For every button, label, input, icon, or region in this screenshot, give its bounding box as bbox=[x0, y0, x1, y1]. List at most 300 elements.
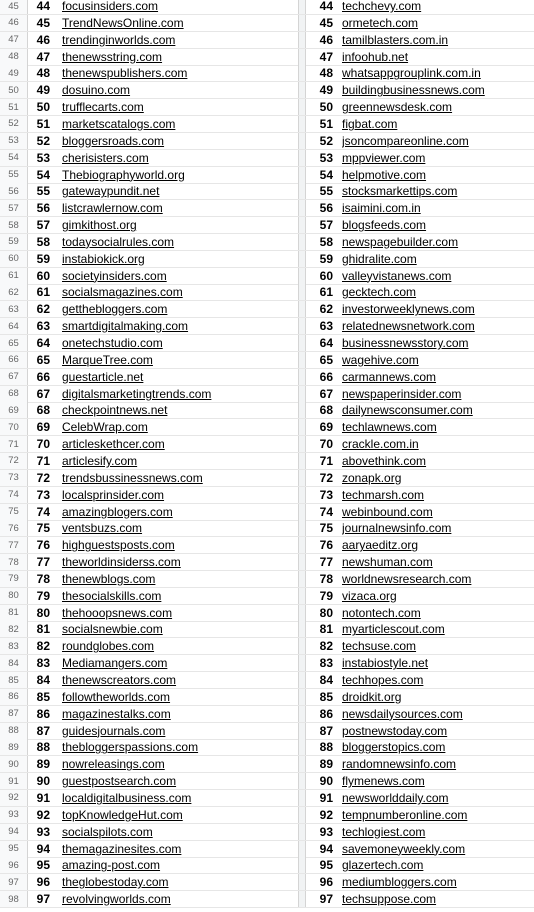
right-site-link[interactable]: myarticlescout.com bbox=[342, 622, 445, 637]
right-index-cell[interactable]: 71 bbox=[319, 453, 333, 468]
left-site-link[interactable]: TrendNewsOnline.com bbox=[62, 15, 184, 30]
left-site-link[interactable]: guidesjournals.com bbox=[62, 723, 166, 738]
row-number-header[interactable]: 79 bbox=[0, 571, 28, 587]
left-index-cell[interactable]: 72 bbox=[36, 470, 50, 485]
right-site-link[interactable]: gecktech.com bbox=[342, 285, 417, 300]
left-index-cell[interactable]: 57 bbox=[36, 218, 50, 233]
left-index-cell[interactable]: 66 bbox=[36, 369, 50, 384]
left-site-link[interactable]: amazing-post.com bbox=[62, 858, 161, 873]
row-number-header[interactable]: 77 bbox=[0, 537, 28, 553]
right-site-link[interactable]: postnewstoday.com bbox=[342, 723, 448, 738]
left-index-cell[interactable]: 86 bbox=[36, 706, 50, 721]
left-index-cell[interactable]: 92 bbox=[36, 807, 50, 822]
right-index-cell[interactable]: 49 bbox=[319, 83, 333, 98]
right-index-cell[interactable]: 66 bbox=[319, 369, 333, 384]
row-number-header[interactable]: 64 bbox=[0, 318, 28, 334]
right-site-link[interactable]: techlogiest.com bbox=[342, 824, 426, 839]
right-index-cell[interactable]: 95 bbox=[319, 858, 333, 873]
left-site-link[interactable]: dosuino.com bbox=[62, 83, 131, 98]
row-number-header[interactable]: 45 bbox=[0, 0, 28, 14]
right-index-cell[interactable]: 45 bbox=[319, 15, 333, 30]
right-site-link[interactable]: wagehive.com bbox=[342, 352, 419, 367]
left-index-cell[interactable]: 60 bbox=[36, 268, 50, 283]
right-site-link[interactable]: zonapk.org bbox=[342, 470, 402, 485]
right-site-link[interactable]: ghidralite.com bbox=[342, 251, 417, 266]
left-site-link[interactable]: amazingblogers.com bbox=[62, 504, 173, 519]
left-site-link[interactable]: gimkithost.org bbox=[62, 218, 137, 233]
right-index-cell[interactable]: 55 bbox=[319, 184, 333, 199]
left-site-link[interactable]: nowreleasings.com bbox=[62, 757, 165, 772]
right-site-link[interactable]: newsworlddaily.com bbox=[342, 790, 449, 805]
column-divider bbox=[298, 891, 306, 907]
left-index-cell[interactable]: 68 bbox=[36, 403, 50, 418]
column-divider bbox=[298, 268, 306, 284]
right-site-link[interactable]: businessnewsstory.com bbox=[342, 336, 469, 350]
left-site-link[interactable]: thenewsstring.com bbox=[62, 49, 163, 64]
row-number-header[interactable]: 72 bbox=[0, 453, 28, 469]
left-index-cell[interactable]: 71 bbox=[36, 453, 50, 468]
left-index-cell[interactable]: 97 bbox=[36, 892, 50, 907]
right-site-link[interactable]: instabiostyle.net bbox=[342, 656, 429, 671]
left-index-cell[interactable]: 70 bbox=[36, 437, 50, 452]
row-number-header[interactable]: 93 bbox=[0, 807, 28, 823]
right-index-cell[interactable]: 75 bbox=[319, 521, 333, 536]
left-index-cell[interactable]: 89 bbox=[36, 757, 50, 772]
left-site-link[interactable]: highguestsposts.com bbox=[62, 538, 175, 553]
left-site-link[interactable]: thebloggerspassions.com bbox=[62, 740, 199, 755]
left-index-cell[interactable]: 83 bbox=[36, 656, 50, 671]
left-index-cell[interactable]: 79 bbox=[36, 588, 50, 603]
right-site-link[interactable]: abovethink.com bbox=[342, 453, 427, 468]
row-number-header[interactable]: 82 bbox=[0, 621, 28, 637]
row-number-header[interactable]: 59 bbox=[0, 234, 28, 250]
left-site-link[interactable]: trendinginworlds.com bbox=[62, 32, 176, 47]
left-index-cell[interactable]: 49 bbox=[36, 83, 50, 98]
table-row bbox=[0, 49, 534, 66]
row-number-header[interactable]: 71 bbox=[0, 436, 28, 452]
row-number-header[interactable]: 76 bbox=[0, 520, 28, 536]
right-index-cell[interactable]: 88 bbox=[319, 740, 333, 755]
left-site-link[interactable]: getthebloggers.com bbox=[62, 302, 168, 317]
right-site-link[interactable]: ormetech.com bbox=[342, 15, 419, 30]
right-site-link[interactable]: glazertech.com bbox=[342, 858, 424, 873]
right-index-cell[interactable]: 51 bbox=[319, 116, 333, 131]
right-index-cell[interactable]: 62 bbox=[319, 302, 333, 317]
row-number-header[interactable]: 69 bbox=[0, 402, 28, 418]
right-index-cell[interactable]: 54 bbox=[319, 167, 333, 182]
table-row bbox=[0, 790, 534, 807]
left-index-cell[interactable]: 69 bbox=[36, 420, 50, 435]
left-site-link[interactable]: bloggersroads.com bbox=[62, 133, 165, 148]
right-index-cell[interactable]: 90 bbox=[319, 774, 333, 789]
right-site-link[interactable]: newspagebuilder.com bbox=[342, 234, 459, 249]
right-index-cell[interactable]: 78 bbox=[319, 571, 333, 586]
column-divider bbox=[298, 554, 306, 570]
row-number-header[interactable]: 67 bbox=[0, 369, 28, 385]
right-site-link[interactable]: techchevy.com bbox=[342, 0, 422, 13]
left-site-link[interactable]: theglobestoday.com bbox=[62, 875, 169, 890]
row-number-header[interactable]: 94 bbox=[0, 824, 28, 840]
right-site-link[interactable]: techsuppose.com bbox=[342, 892, 437, 907]
left-site-link[interactable]: followtheworlds.com bbox=[62, 689, 171, 704]
right-index-cell[interactable]: 68 bbox=[319, 403, 333, 418]
right-site-link[interactable]: randomnewsinfo.com bbox=[342, 757, 457, 772]
right-site-link[interactable]: buildingbusinessnews.com bbox=[342, 83, 485, 98]
table-row bbox=[0, 369, 534, 386]
right-index-cell[interactable]: 87 bbox=[319, 723, 333, 738]
right-index-cell[interactable]: 46 bbox=[319, 32, 333, 47]
column-divider bbox=[298, 234, 306, 250]
right-index-cell[interactable]: 77 bbox=[319, 555, 333, 570]
left-index-cell[interactable]: 54 bbox=[36, 167, 50, 182]
right-site-link[interactable]: crackle.com.in bbox=[342, 437, 419, 452]
left-index-cell[interactable]: 55 bbox=[36, 184, 50, 199]
right-index-cell[interactable]: 56 bbox=[319, 201, 333, 216]
right-site-link[interactable]: jsoncompareonline.com bbox=[342, 133, 469, 148]
left-index-cell[interactable]: 59 bbox=[36, 251, 50, 266]
row-number-header[interactable]: 50 bbox=[0, 82, 28, 98]
left-site-link[interactable]: topKnowledgeHut.com bbox=[62, 807, 183, 822]
column-divider bbox=[298, 773, 306, 789]
row-number-header[interactable]: 51 bbox=[0, 99, 28, 115]
right-site-link[interactable]: infoohub.net bbox=[342, 49, 409, 64]
left-site-link[interactable]: instabiokick.org bbox=[62, 251, 145, 266]
row-number-header[interactable]: 87 bbox=[0, 706, 28, 722]
left-site-link[interactable]: MarqueTree.com bbox=[62, 352, 153, 367]
left-index-cell[interactable]: 62 bbox=[36, 302, 50, 317]
left-site-link[interactable]: socialspilots.com bbox=[62, 824, 153, 839]
left-index-cell[interactable]: 73 bbox=[36, 487, 50, 502]
right-index-cell[interactable]: 60 bbox=[319, 268, 333, 283]
right-site-link[interactable]: valleyvistanews.com bbox=[342, 268, 452, 283]
left-site-link[interactable]: thehooopsnews.com bbox=[62, 605, 173, 620]
column-divider bbox=[298, 32, 306, 48]
left-index-cell[interactable]: 82 bbox=[36, 639, 50, 654]
row-number-header[interactable]: 83 bbox=[0, 638, 28, 654]
column-divider bbox=[298, 790, 306, 806]
right-index-cell[interactable]: 67 bbox=[319, 386, 333, 401]
table-row bbox=[0, 857, 534, 874]
right-index-cell[interactable]: 65 bbox=[319, 352, 333, 367]
right-site-link[interactable]: newsdailysources.com bbox=[342, 706, 463, 721]
row-number-header[interactable]: 53 bbox=[0, 133, 28, 149]
left-site-link[interactable]: theworldinsiderss.com bbox=[62, 555, 181, 570]
row-number-header[interactable]: 54 bbox=[0, 150, 28, 166]
left-site-link[interactable]: checkpointnews.net bbox=[62, 403, 168, 418]
left-index-cell[interactable]: 53 bbox=[36, 150, 50, 165]
right-site-link[interactable]: bloggerstopics.com bbox=[342, 740, 446, 755]
left-site-link[interactable]: localdigitalbusiness.com bbox=[62, 790, 192, 805]
right-index-cell[interactable]: 89 bbox=[319, 757, 333, 772]
row-number-header[interactable]: 49 bbox=[0, 65, 28, 81]
row-number-header[interactable]: 91 bbox=[0, 773, 28, 789]
right-site-link[interactable]: flymenews.com bbox=[342, 774, 425, 789]
left-index-cell[interactable]: 56 bbox=[36, 201, 50, 216]
right-index-cell[interactable]: 79 bbox=[319, 588, 333, 603]
right-index-cell[interactable]: 53 bbox=[319, 150, 333, 165]
left-index-cell[interactable]: 78 bbox=[36, 571, 50, 586]
right-site-link[interactable]: dailynewsconsumer.com bbox=[342, 403, 473, 418]
row-number-header[interactable]: 90 bbox=[0, 756, 28, 772]
left-site-link[interactable]: thenewscreators.com bbox=[62, 673, 177, 687]
row-number-header[interactable]: 70 bbox=[0, 419, 28, 435]
row-number-header[interactable]: 68 bbox=[0, 386, 28, 402]
left-site-link[interactable]: ventsbuzs.com bbox=[62, 521, 143, 536]
right-index-cell[interactable]: 81 bbox=[319, 622, 333, 637]
right-site-link[interactable]: notontech.com bbox=[342, 605, 421, 620]
row-number-header[interactable]: 84 bbox=[0, 655, 28, 671]
row-number-header[interactable]: 47 bbox=[0, 32, 28, 48]
left-index-cell[interactable]: 46 bbox=[36, 32, 50, 47]
right-site-link[interactable]: carmannews.com bbox=[342, 369, 437, 384]
left-site-link[interactable]: guestarticle.net bbox=[62, 369, 144, 384]
right-index-cell[interactable]: 72 bbox=[319, 470, 333, 485]
right-index-cell[interactable]: 76 bbox=[319, 538, 333, 553]
right-site-link[interactable]: techmarsh.com bbox=[342, 487, 425, 502]
left-site-link[interactable]: gatewaypundit.net bbox=[62, 184, 160, 199]
left-index-cell[interactable]: 76 bbox=[36, 538, 50, 553]
row-number-header[interactable]: 96 bbox=[0, 857, 28, 873]
row-number-header[interactable]: 61 bbox=[0, 268, 28, 284]
left-index-cell[interactable]: 64 bbox=[36, 336, 50, 350]
left-site-link[interactable]: thenewspublishers.com bbox=[62, 66, 188, 81]
left-site-link[interactable]: listcrawlernow.com bbox=[62, 201, 163, 216]
table-row bbox=[0, 756, 534, 773]
table-row bbox=[0, 773, 534, 790]
right-site-link[interactable]: vizaca.org bbox=[342, 588, 397, 603]
table-row bbox=[0, 723, 534, 740]
right-site-link[interactable]: journalnewsinfo.com bbox=[342, 521, 452, 536]
row-number-header[interactable]: 98 bbox=[0, 891, 28, 907]
left-index-cell[interactable]: 95 bbox=[36, 858, 50, 873]
left-site-link[interactable]: marketscatalogs.com bbox=[62, 116, 176, 131]
left-site-link[interactable]: Mediamangers.com bbox=[62, 656, 168, 671]
left-site-link[interactable]: focusinsiders.com bbox=[62, 0, 159, 13]
table-row bbox=[0, 65, 534, 82]
table-row bbox=[0, 453, 534, 470]
right-index-cell[interactable]: 59 bbox=[319, 251, 333, 266]
right-index-cell[interactable]: 91 bbox=[319, 790, 333, 805]
table-row bbox=[0, 436, 534, 453]
right-site-link[interactable]: tamilblasters.com.in bbox=[342, 32, 449, 47]
row-number-header[interactable]: 81 bbox=[0, 605, 28, 621]
left-site-link[interactable]: CelebWrap.com bbox=[62, 420, 148, 435]
left-index-cell[interactable]: 96 bbox=[36, 875, 50, 890]
left-index-cell[interactable]: 47 bbox=[36, 49, 50, 64]
right-site-link[interactable]: aaryaeditz.org bbox=[342, 538, 419, 553]
row-number-header[interactable]: 65 bbox=[0, 335, 28, 351]
table-row bbox=[0, 807, 534, 824]
right-site-link[interactable]: tempnumberonline.com bbox=[342, 807, 468, 822]
row-number-header[interactable]: 92 bbox=[0, 790, 28, 806]
right-site-link[interactable]: helpmotive.com bbox=[342, 167, 427, 182]
left-site-link[interactable]: socialsnewbie.com bbox=[62, 622, 163, 637]
left-site-link[interactable]: articleskethcer.com bbox=[62, 437, 165, 452]
left-index-cell[interactable]: 52 bbox=[36, 133, 50, 148]
table-row bbox=[0, 824, 534, 841]
right-site-link[interactable]: stocksmarkettips.com bbox=[342, 184, 458, 199]
left-index-cell[interactable]: 50 bbox=[36, 100, 50, 115]
row-number-header[interactable]: 78 bbox=[0, 554, 28, 570]
row-number-header[interactable]: 95 bbox=[0, 841, 28, 857]
right-site-link[interactable]: droidkit.org bbox=[342, 689, 402, 704]
right-site-link[interactable]: whatsappgrouplink.com.in bbox=[342, 66, 481, 81]
row-number-header[interactable]: 89 bbox=[0, 739, 28, 755]
row-number-header[interactable]: 73 bbox=[0, 470, 28, 486]
right-index-cell[interactable]: 86 bbox=[319, 706, 333, 721]
right-site-link[interactable]: worldnewsresearch.com bbox=[342, 571, 472, 586]
right-index-cell[interactable]: 80 bbox=[319, 605, 333, 620]
left-index-cell[interactable]: 90 bbox=[36, 774, 50, 789]
right-index-cell[interactable]: 93 bbox=[319, 824, 333, 839]
row-number-header[interactable]: 57 bbox=[0, 200, 28, 216]
right-index-cell[interactable]: 97 bbox=[319, 892, 333, 907]
right-site-link[interactable]: greennewsdesk.com bbox=[342, 100, 453, 115]
right-site-link[interactable]: savemoneyweekly.com bbox=[342, 841, 466, 856]
right-site-link[interactable]: techhopes.com bbox=[342, 673, 424, 687]
left-site-link[interactable]: trendsbussinessnews.com bbox=[62, 470, 203, 485]
right-index-cell[interactable]: 50 bbox=[319, 100, 333, 115]
row-number-header[interactable]: 97 bbox=[0, 874, 28, 890]
right-index-cell[interactable]: 74 bbox=[319, 504, 333, 519]
left-index-cell[interactable]: 93 bbox=[36, 824, 50, 839]
left-site-link[interactable]: localsprinsider.com bbox=[62, 487, 165, 502]
right-index-cell[interactable]: 61 bbox=[319, 285, 333, 300]
right-index-cell[interactable]: 85 bbox=[319, 689, 333, 704]
right-index-cell[interactable]: 70 bbox=[319, 437, 333, 452]
left-index-cell[interactable]: 65 bbox=[36, 352, 50, 367]
left-site-link[interactable]: cherisisters.com bbox=[62, 150, 149, 165]
left-site-link[interactable]: articlesify.com bbox=[62, 453, 138, 468]
row-number-header[interactable]: 48 bbox=[0, 49, 28, 65]
right-site-link[interactable]: techlawnews.com bbox=[342, 420, 437, 435]
right-index-cell[interactable]: 92 bbox=[319, 807, 333, 822]
left-index-cell[interactable]: 61 bbox=[36, 285, 50, 300]
table-row bbox=[0, 571, 534, 588]
left-index-cell[interactable]: 75 bbox=[36, 521, 50, 536]
column-divider bbox=[298, 65, 306, 81]
left-index-cell[interactable]: 44 bbox=[36, 0, 50, 13]
row-number-header[interactable]: 74 bbox=[0, 487, 28, 503]
row-number-header[interactable]: 58 bbox=[0, 217, 28, 233]
left-site-link[interactable]: guestpostsearch.com bbox=[62, 774, 177, 789]
table-row bbox=[0, 706, 534, 723]
left-index-cell[interactable]: 51 bbox=[36, 116, 50, 131]
left-site-link[interactable]: thesocialskills.com bbox=[62, 588, 162, 603]
right-site-link[interactable]: newshuman.com bbox=[342, 555, 433, 570]
row-number-header[interactable]: 62 bbox=[0, 284, 28, 300]
left-site-link[interactable]: smartdigitalmaking.com bbox=[62, 319, 189, 334]
right-site-link[interactable]: webinbound.com bbox=[342, 504, 433, 519]
right-index-cell[interactable]: 44 bbox=[319, 0, 333, 13]
right-site-link[interactable]: figbat.com bbox=[342, 116, 398, 131]
right-site-link[interactable]: techsuse.com bbox=[342, 639, 417, 654]
right-index-cell[interactable]: 64 bbox=[319, 336, 333, 350]
row-number-header[interactable]: 85 bbox=[0, 672, 28, 688]
right-index-cell[interactable]: 94 bbox=[319, 841, 333, 856]
column-divider bbox=[298, 217, 306, 233]
left-site-link[interactable]: roundglobes.com bbox=[62, 639, 155, 654]
column-divider bbox=[298, 453, 306, 469]
right-index-cell[interactable]: 63 bbox=[319, 319, 333, 334]
left-index-cell[interactable]: 91 bbox=[36, 790, 50, 805]
right-index-cell[interactable]: 57 bbox=[319, 218, 333, 233]
left-site-link[interactable]: revolvingworlds.com bbox=[62, 892, 171, 907]
left-index-cell[interactable]: 74 bbox=[36, 504, 50, 519]
left-site-link[interactable]: todaysocialrules.com bbox=[62, 234, 175, 249]
left-index-cell[interactable]: 58 bbox=[36, 234, 50, 249]
left-index-cell[interactable]: 45 bbox=[36, 15, 50, 30]
right-index-cell[interactable]: 58 bbox=[319, 234, 333, 249]
left-site-link[interactable]: digitalsmarketingtrends.com bbox=[62, 386, 212, 401]
right-index-cell[interactable]: 69 bbox=[319, 420, 333, 435]
row-number-header[interactable]: 63 bbox=[0, 301, 28, 317]
row-number-header[interactable]: 60 bbox=[0, 251, 28, 267]
column-divider bbox=[298, 689, 306, 705]
left-site-link[interactable]: thenewblogs.com bbox=[62, 571, 156, 586]
right-index-cell[interactable]: 47 bbox=[319, 49, 333, 64]
row-number-header[interactable]: 86 bbox=[0, 689, 28, 705]
right-index-cell[interactable]: 73 bbox=[319, 487, 333, 502]
table-row bbox=[0, 487, 534, 504]
left-index-cell[interactable]: 88 bbox=[36, 740, 50, 755]
right-site-link[interactable]: blogsfeeds.com bbox=[342, 218, 427, 233]
left-site-link[interactable]: onetechstudio.com bbox=[62, 336, 163, 350]
left-site-link[interactable]: themagazinesites.com bbox=[62, 841, 182, 856]
right-index-cell[interactable]: 84 bbox=[319, 673, 333, 687]
row-number-header[interactable]: 55 bbox=[0, 167, 28, 183]
left-index-cell[interactable]: 94 bbox=[36, 841, 50, 856]
right-index-cell[interactable]: 52 bbox=[319, 133, 333, 148]
left-index-cell[interactable]: 63 bbox=[36, 319, 50, 334]
left-site-link[interactable]: societyinsiders.com bbox=[62, 268, 167, 283]
right-site-link[interactable]: isaimini.com.in bbox=[342, 201, 421, 216]
row-number-header[interactable]: 66 bbox=[0, 352, 28, 368]
right-site-link[interactable]: investorweeklynews.com bbox=[342, 302, 475, 317]
row-number-header[interactable]: 88 bbox=[0, 723, 28, 739]
right-index-cell[interactable]: 48 bbox=[319, 66, 333, 81]
left-site-link[interactable]: magazinestalks.com bbox=[62, 706, 171, 721]
left-index-cell[interactable]: 81 bbox=[36, 622, 50, 637]
left-index-cell[interactable]: 77 bbox=[36, 555, 50, 570]
column-divider bbox=[298, 537, 306, 553]
column-divider bbox=[298, 167, 306, 183]
left-index-cell[interactable]: 67 bbox=[36, 386, 50, 401]
left-site-link[interactable]: socialsmagazines.com bbox=[62, 285, 183, 300]
row-number-header[interactable]: 46 bbox=[0, 15, 28, 31]
row-number-header[interactable]: 80 bbox=[0, 588, 28, 604]
right-site-link[interactable]: relatednewsnetwork.com bbox=[342, 319, 475, 334]
table-row bbox=[0, 638, 534, 655]
left-index-cell[interactable]: 87 bbox=[36, 723, 50, 738]
left-index-cell[interactable]: 84 bbox=[36, 673, 50, 687]
right-index-cell[interactable]: 82 bbox=[319, 639, 333, 654]
left-site-link[interactable]: trufflecarts.com bbox=[62, 100, 144, 115]
left-index-cell[interactable]: 48 bbox=[36, 66, 50, 81]
right-site-link[interactable]: mppviewer.com bbox=[342, 150, 426, 165]
left-index-cell[interactable]: 80 bbox=[36, 605, 50, 620]
row-number-header[interactable]: 56 bbox=[0, 183, 28, 199]
table-row bbox=[0, 116, 534, 133]
left-site-link[interactable]: Thebiographyworld.org bbox=[62, 167, 185, 182]
right-index-cell[interactable]: 96 bbox=[319, 875, 333, 890]
left-index-cell[interactable]: 85 bbox=[36, 689, 50, 704]
right-site-link[interactable]: newspaperinsider.com bbox=[342, 386, 462, 401]
row-number-header[interactable]: 75 bbox=[0, 504, 28, 520]
right-index-cell[interactable]: 83 bbox=[319, 656, 333, 671]
row-number-header[interactable]: 52 bbox=[0, 116, 28, 132]
right-site-link[interactable]: mediumbloggers.com bbox=[342, 875, 457, 890]
